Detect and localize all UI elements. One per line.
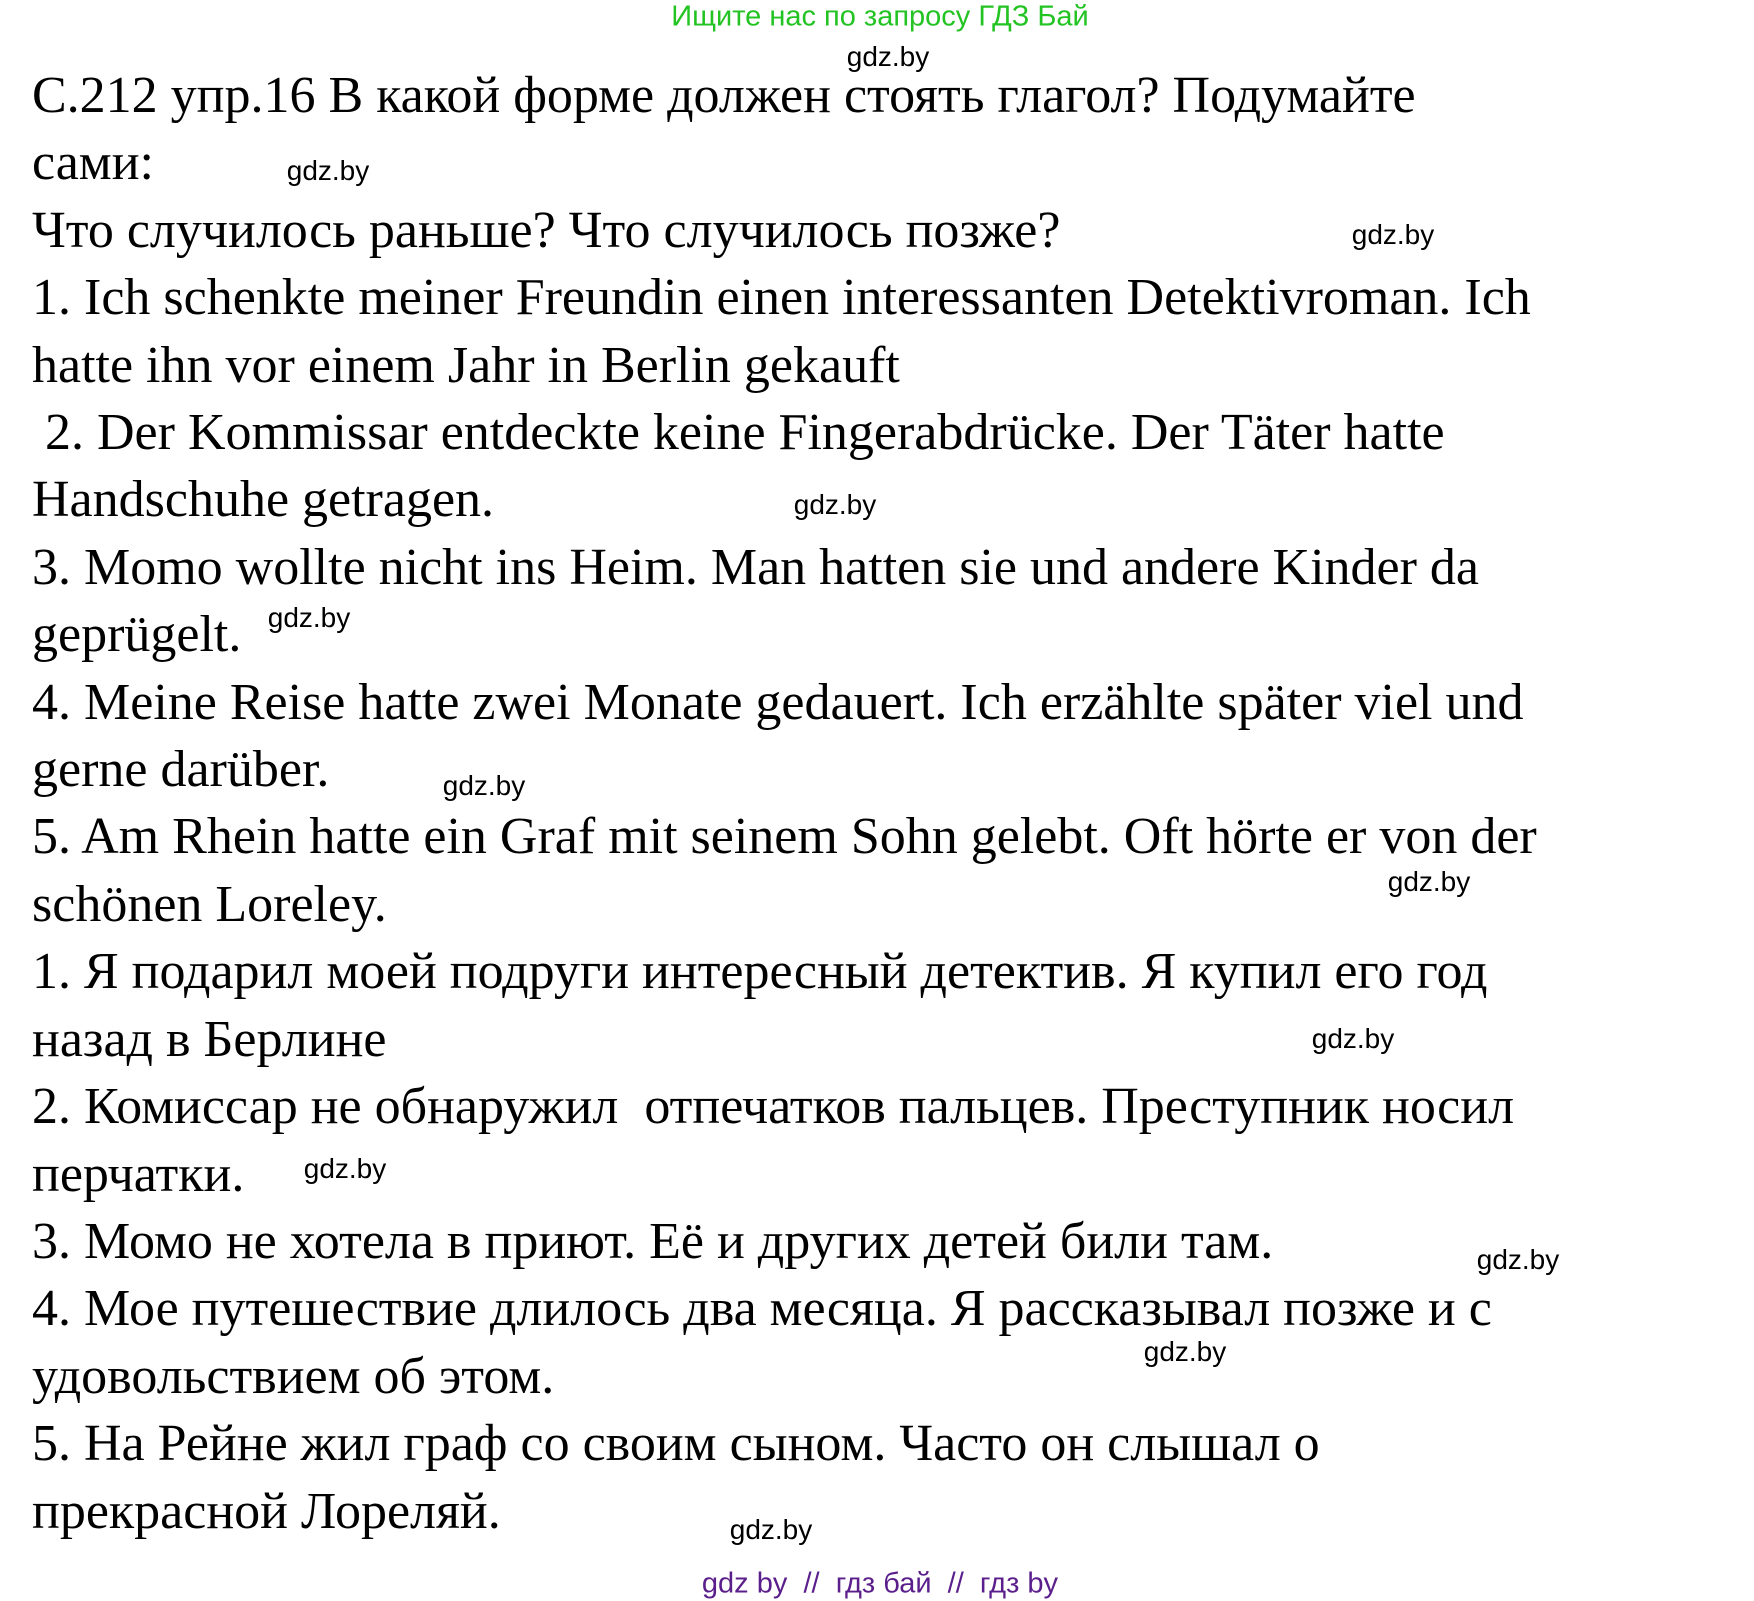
- text-line: 4. Meine Reise hatte zwei Monate gedauert. Ich erzählte später viel und: [32, 673, 1524, 731]
- text-line: geprügelt.: [32, 606, 242, 664]
- text-line: schönen Loreley.: [32, 875, 387, 933]
- text-line: назад в Берлине: [32, 1010, 387, 1068]
- text-line: 4. Мое путешествие длилось два месяца. Я рассказывал позже и с: [32, 1280, 1492, 1338]
- watermark: gdz.by: [267, 602, 351, 633]
- text-line: 1. Ich schenkte meiner Freundin einen interessanten Detektivroman. Ich: [32, 269, 1531, 327]
- exercise-text: [32, 62, 1537, 1545]
- exercise-title: С.212 упр.16 В какой форме должен стоять глагол? Подумайте: [32, 67, 1416, 124]
- text-line: Handschuhe getragen.: [32, 471, 495, 529]
- footer-watermark: gdz by // гдз бай // гдз by: [701, 1567, 1059, 1600]
- watermark: gdz.by: [846, 41, 930, 72]
- text-line: прекрасной Лореляй.: [32, 1482, 501, 1540]
- watermark: gdz.by: [1387, 866, 1471, 897]
- text-line: 1. Я подарил моей подруги интересный детектив. Я купил его год: [32, 943, 1488, 1001]
- text-line: перчатки.: [32, 1145, 245, 1203]
- header-watermark: Ищите нас по запросу ГДЗ Бай: [671, 0, 1089, 33]
- text-line: 2. Комиссар не обнаружил отпечатков пальцев. Преступник носил: [32, 1078, 1515, 1136]
- watermark: gdz.by: [1476, 1244, 1560, 1275]
- text-line: gerne darüber.: [32, 741, 330, 799]
- text-line: 5. Am Rhein hatte ein Graf mit seinem Sohn gelebt. Oft hörte er von der: [32, 808, 1537, 866]
- text-line: 5. На Рейне жил граф со своим сыном. Часто он слышал о: [32, 1415, 1320, 1473]
- text-line: 2. Der Kommissar entdeckte keine Fingerabdrücke. Der Täter hatte: [32, 404, 1445, 462]
- watermark: gdz.by: [442, 770, 526, 801]
- watermark: gdz.by: [793, 489, 877, 520]
- watermark: gdz.by: [286, 155, 370, 186]
- exercise-question: Что случилось раньше? Что случилось позже?: [32, 201, 1061, 259]
- watermark: gdz.by: [1143, 1336, 1227, 1367]
- watermark: gdz.by: [729, 1514, 813, 1545]
- text-line: hatte ihn vor einem Jahr in Berlin gekauft: [32, 336, 900, 394]
- text-line: 3. Момо не хотела в приют. Её и других детей били там.: [32, 1212, 1274, 1270]
- text-line: 3. Momo wollte nicht ins Heim. Man hatten sie und andere Kinder da: [32, 538, 1480, 596]
- watermark: gdz.by: [1311, 1023, 1395, 1054]
- watermark: gdz.by: [303, 1153, 387, 1184]
- watermark: gdz.by: [1351, 219, 1435, 250]
- text-line: удовольствием об этом.: [32, 1347, 555, 1405]
- exercise-title-cont: сами:: [32, 134, 154, 192]
